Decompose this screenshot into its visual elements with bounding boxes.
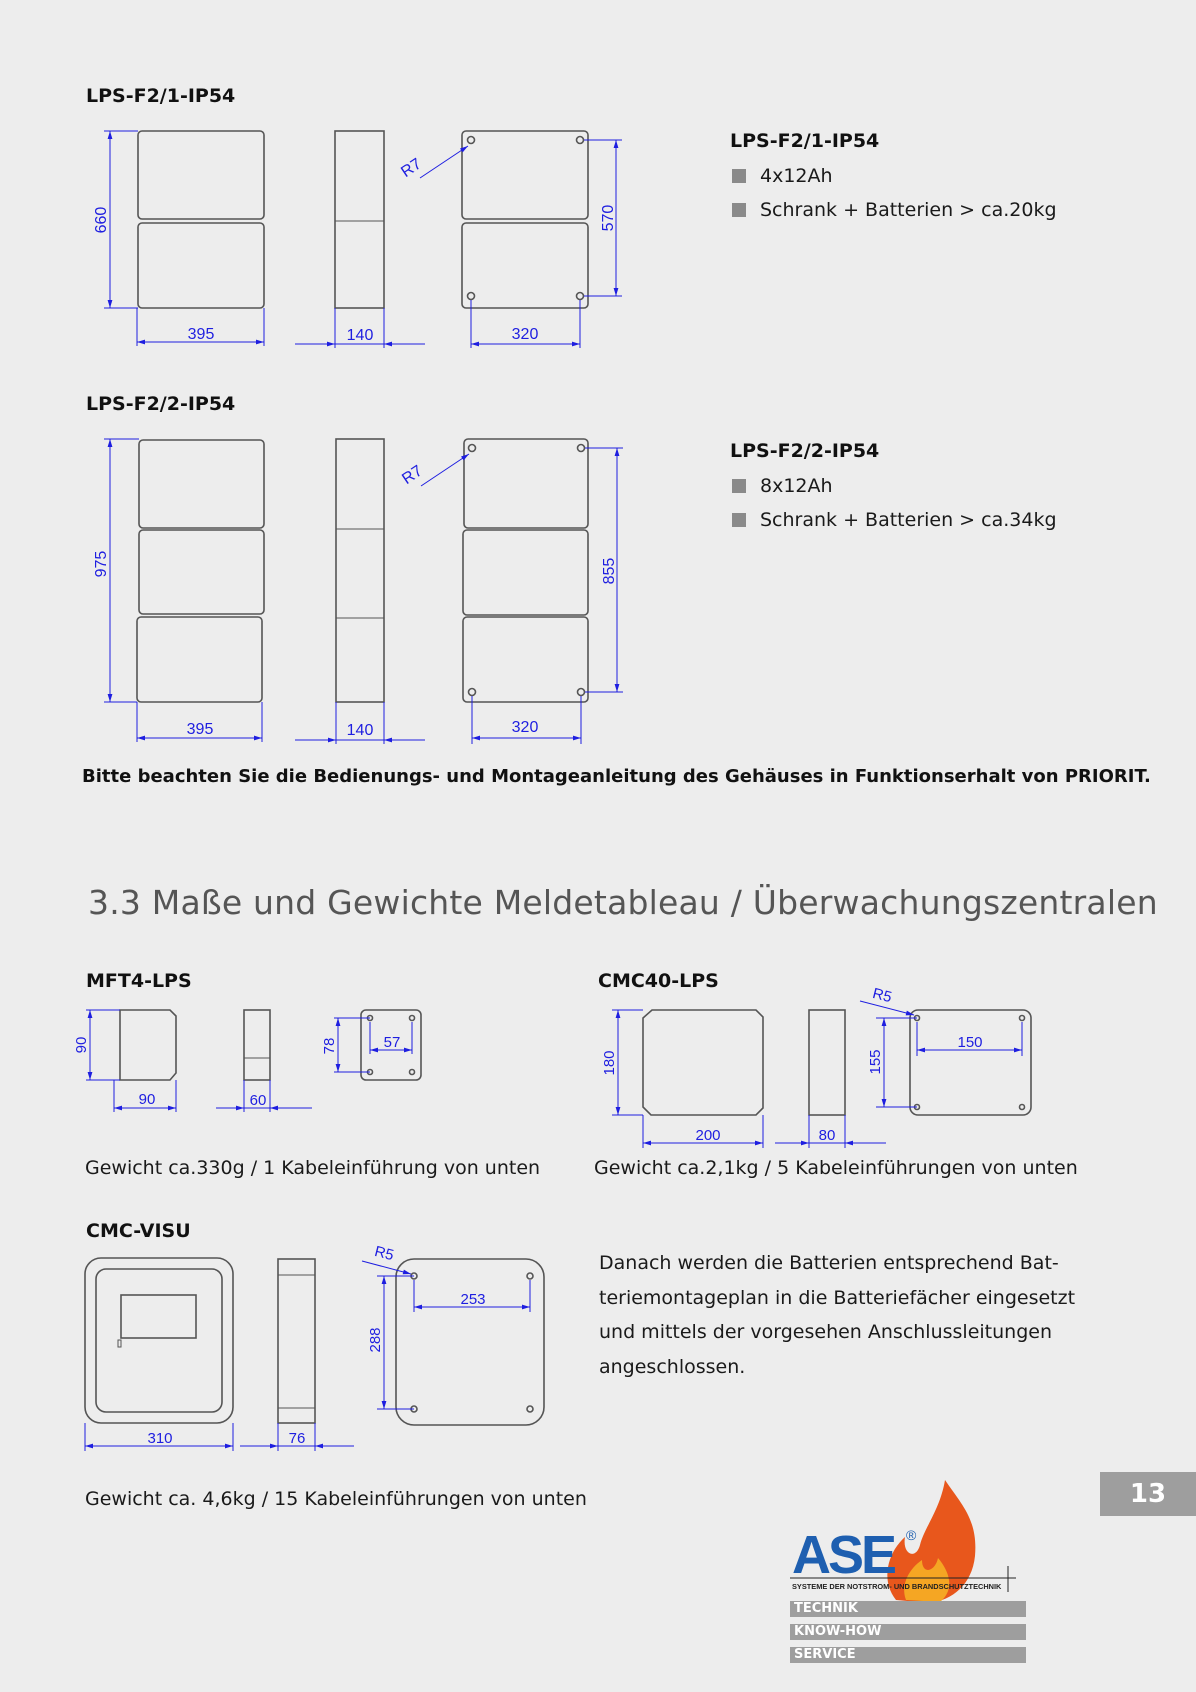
lps1-spec-title: LPS-F2/1-IP54 — [730, 130, 880, 152]
lps2-dim-radius: R7 — [399, 462, 426, 489]
bullet-square-icon — [732, 203, 746, 217]
mft4-heading: MFT4-LPS — [86, 970, 192, 992]
lps2-back-2 — [463, 530, 588, 615]
lps1-front-lower — [138, 223, 264, 308]
cmc40-back — [910, 1010, 1031, 1115]
cmc40-weight: Gewicht ca.2,1kg / 5 Kabeleinführungen von unten — [594, 1157, 1078, 1179]
cmcvisu-front-outer — [85, 1258, 233, 1423]
cmcvisu-weight: Gewicht ca. 4,6kg / 15 Kabeleinführungen von unten — [85, 1488, 587, 1510]
lps1-front-upper — [138, 131, 264, 219]
page-number: 13 — [1100, 1472, 1196, 1516]
lps1-spec-item: 4x12Ah — [732, 165, 833, 187]
cmc40-dim-depth: 80 — [818, 1127, 836, 1144]
mft4-weight: Gewicht ca.330g / 1 Kabeleinführung von unten — [85, 1157, 541, 1179]
lps2-spec-item: 8x12Ah — [732, 475, 833, 497]
lps1-dim-radius: R7 — [398, 155, 425, 182]
lps1-dim-depth: 140 — [346, 327, 374, 344]
mft4-dim-height: 90 — [73, 1036, 90, 1054]
cmcvisu-front-inner — [96, 1269, 222, 1412]
lps1-dim-hole-height: 570 — [600, 204, 617, 232]
ase-logo — [790, 1480, 1016, 1603]
section-title: 3.3 Maße und Gewichte Meldetableau / Überwachungszentralen — [88, 883, 1158, 922]
cmc40-front — [643, 1010, 763, 1115]
lps2-back-3 — [463, 617, 588, 702]
lps2-dim-hole-height: 855 — [601, 557, 618, 585]
cmc40-dim-hole-height: 155 — [867, 1049, 884, 1075]
logo-registered: ® — [906, 1527, 917, 1543]
lps2-dim-hole-width: 320 — [511, 719, 539, 736]
cmcvisu-dim-radius: R5 — [372, 1243, 396, 1265]
lps1-dim-hole-width: 320 — [511, 326, 539, 343]
lps1-heading: LPS-F2/1-IP54 — [86, 85, 236, 107]
lps1-spec-item: Schrank + Batterien > ca.20kg — [732, 199, 1057, 221]
lps1-dim-height: 660 — [93, 206, 110, 234]
cmc40-dim-radius: R5 — [870, 985, 894, 1007]
cmcvisu-heading: CMC-VISU — [86, 1220, 191, 1242]
cmc40-dim-height: 180 — [601, 1050, 618, 1076]
mft4-side — [244, 1010, 270, 1080]
lps2-front-1 — [139, 440, 264, 528]
cmcvisu-dim-hole-height: 288 — [367, 1327, 384, 1353]
bullet-square-icon — [732, 169, 746, 183]
lps2-side — [336, 439, 384, 702]
mft4-dim-hole-height: 78 — [321, 1037, 338, 1055]
mounting-note: Bitte beachten Sie die Bedienungs- und Montageanleitung des Gehäuses in Funktionserhalt von PRIORIT. — [82, 766, 1151, 787]
cmcvisu-back — [396, 1259, 544, 1425]
lps1-back-upper — [462, 131, 588, 219]
installation-paragraph: Danach werden die Batterien entsprechend Bat- teriemontageplan in die Batteriefächer eingesetzt und mittels der vorgesehen Anschlussleitungen angeschlossen. — [599, 1252, 1076, 1378]
cmc40-dim-width: 200 — [695, 1127, 721, 1144]
cmcvisu-dim-hole-width: 253 — [460, 1291, 486, 1308]
lps1-back-lower — [462, 223, 588, 308]
cmc40-dim-hole-width: 150 — [957, 1034, 983, 1051]
logo-tagline: SYSTEME DER NOTSTROM- UND BRANDSCHUTZTECHNIK — [792, 1582, 1002, 1591]
bullet-square-icon — [732, 513, 746, 527]
lps1-dim-width: 395 — [187, 326, 215, 343]
lps1-side — [335, 131, 384, 308]
lps2-dim-depth: 140 — [346, 722, 374, 739]
cmcvisu-dim-width: 310 — [147, 1430, 173, 1447]
cmc40-side — [809, 1010, 845, 1115]
bullet-square-icon — [732, 479, 746, 493]
cmcvisu-display — [121, 1295, 196, 1338]
mft4-front — [120, 1010, 176, 1080]
brand-bar-technik: TECHNIK — [790, 1601, 1026, 1617]
lps2-back-1 — [464, 439, 588, 528]
lps2-spec-title: LPS-F2/2-IP54 — [730, 440, 880, 462]
mft4-dim-width: 90 — [138, 1091, 156, 1108]
cmc40-heading: CMC40-LPS — [598, 970, 719, 992]
mft4-dim-depth: 60 — [249, 1092, 267, 1109]
lps2-heading: LPS-F2/2-IP54 — [86, 393, 236, 415]
lps2-dim-height: 975 — [93, 550, 110, 578]
mft4-dim-hole-width: 57 — [383, 1034, 401, 1051]
lps2-front-3 — [137, 617, 262, 702]
cmcvisu-side — [278, 1259, 315, 1423]
lps2-dim-width: 395 — [186, 721, 214, 738]
brand-bar-know-how: KNOW-HOW — [790, 1624, 1026, 1640]
lps2-front-2 — [139, 530, 264, 614]
lps2-spec-item: Schrank + Batterien > ca.34kg — [732, 509, 1057, 531]
cmcvisu-dim-depth: 76 — [288, 1430, 306, 1447]
logo-name: ASE — [792, 1525, 895, 1585]
brand-bar-service: SERVICE — [790, 1647, 1026, 1663]
